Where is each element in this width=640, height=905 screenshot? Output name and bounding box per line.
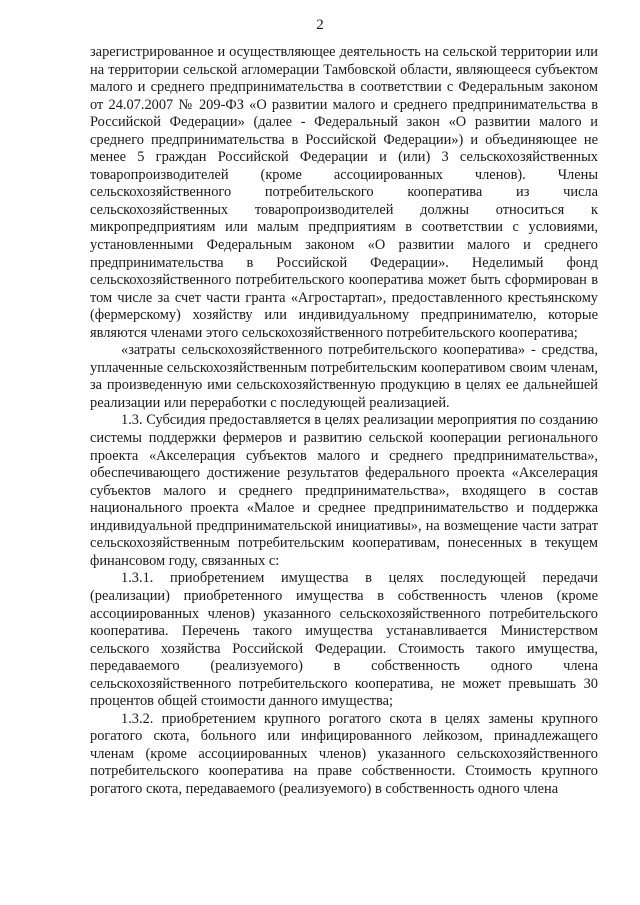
- paragraph-continuation: зарегистрированное и осуществляющее деятельность на сельской территории или на территории сельской агломерации Тамбовской области, являющееся субъектом малого и среднего предпринимательства в соответствии с Федеральным законом от 24.07.2007 № 209-ФЗ «О развитии малого и среднего предпринимательства в Российской Федерации» (далее - Федеральный закон «О развитии малого и среднего предпринимательства в Российской Федерации») и объединяющее не менее 5 граждан Российской Федерации и (или) 3 сельскохозяйственных товаропроизводителей (кроме ассоциированных членов). Члены сельскохозяйственного потребительского кооператива из числа сельскохозяйственных товаропроизводителей должны относиться к микропредприятиям или малым предприятиям в соответствии с условиями, установленными Федеральным законом «О развитии малого и среднего предпринимательства в Российской Федерации». Неделимый фонд сельскохозяйственного потребительского кооператива может быть сформирован в том числе за счет части гранта «Агростартап», предоставленного крестьянскому (фермерскому) хозяйству или индивидуальному предпринимателю, которые являются членами этого сельскохозяйственного потребительского кооператива;: [90, 44, 598, 341]
- paragraph-clause-1-3-2: 1.3.2. приобретением крупного рогатого скота в целях замены крупного рогатого скота, больного или инфицированного лейкозом, принадлежащего членам (кроме ассоциированных членов) указанного сельскохозяйственного потребительского кооператива на праве собственности. Стоимость крупного рогатого скота, передаваемого (реализуемого) в собственность одного члена: [90, 710, 598, 797]
- paragraph-costs-definition: «затраты сельскохозяйственного потребительского кооператива» - средства, уплаченные сельскохозяйственным потребительским кооперативом своим членам, за произведенную ими сельскохозяйственную продукцию в целях ее дальнейшей реализации или переработки с последующей реализацией.: [90, 342, 598, 411]
- page-number: 2: [316, 17, 324, 33]
- document-body: [90, 44, 598, 799]
- paragraph-clause-1-3: 1.3. Субсидия предоставляется в целях реализации мероприятия по созданию системы поддержки фермеров и развитию сельской кооперации регионального проекта «Акселерация субъектов малого и среднего предпринимательства», обеспечивающего достижение результатов федерального проекта «Акселерация субъектов малого и среднего предпринимательства», входящего в состав национального проекта «Малое и среднее предпринимательство и поддержка индивидуальной предпринимательской инициативы», на возмещение части затрат сельскохозяйственным потребительским кооперативам, понесенных в текущем финансовом году, связанных с:: [90, 412, 598, 569]
- paragraph-clause-1-3-1: 1.3.1. приобретением имущества в целях последующей передачи (реализации) приобретенного имущества в собственность членов (кроме ассоциированных членов) указанного сельскохозяйственного потребительского кооператива. Перечень такого имущества устанавливается Министерством сельского хозяйства Российской Федерации. Стоимость такого имущества, передаваемого (реализуемого) в собственность одного члена сельскохозяйственного потребительского кооператива, не может превышать 30 процентов общей стоимости данного имущества;: [90, 570, 598, 710]
